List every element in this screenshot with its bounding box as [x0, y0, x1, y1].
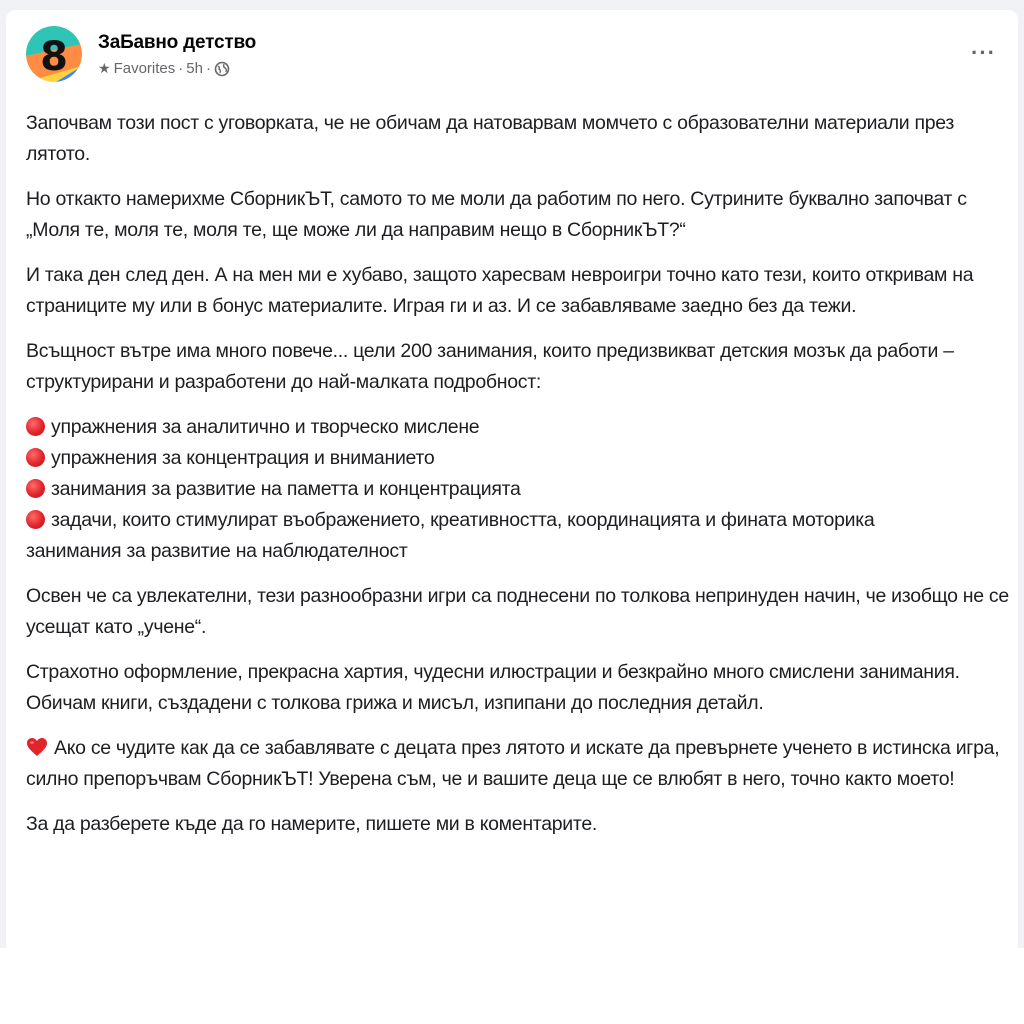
- list-item: [26, 474, 1011, 505]
- post-body: [26, 108, 1011, 854]
- heart-paragraph-text: Ако се чудите как да се забавлявате с децата през лятото и искате да превърнете ученето в истинска игра, силно препоръчвам СборникЪТ! Уверена съм, че и вашите деца ще се влюбят в него, точно както моето!: [26, 737, 1000, 790]
- post-card: [6, 10, 1018, 948]
- post-header: [26, 26, 996, 86]
- post-paragraph: Освен че са увлекателни, тези разнообразни игри са поднесени по толкова непринуден начин, че изобщо не се усещат като „учене“.: [26, 585, 1009, 638]
- list-item: [26, 412, 1011, 443]
- bullet-list: [26, 412, 1011, 567]
- red-heart-icon: [26, 736, 48, 756]
- page-name-link[interactable]: ЗаБавно детство: [98, 32, 257, 53]
- more-options-icon[interactable]: ···: [971, 40, 996, 65]
- list-item: занимания за развитие на наблюдателност: [26, 540, 408, 562]
- globe-icon[interactable]: [214, 61, 230, 77]
- post-paragraph: Но откакто намерихме СборникЪТ, самото то ме моли да работим по него. Сутрините буквално започват с „Моля те, моля те, моля те, ще може ли да направим нещо в СборникЪТ?“: [26, 188, 967, 241]
- red-circle-icon: [26, 417, 45, 436]
- bullet-text: упражнения за концентрация и вниманието: [51, 447, 435, 469]
- svg-text:8: 8: [40, 34, 68, 80]
- post-time-link[interactable]: 5h: [186, 60, 203, 77]
- post-paragraph: Страхотно оформление, прекрасна хартия, чудесни илюстрации и безкрайно много смислени занимания. Обичам книги, създадени с толкова грижа и мисъл, изпипани до последния детайл.: [26, 661, 960, 714]
- post-paragraph: Започвам този пост с уговорката, че не обичам да натоварвам момчето с образователни материали през лятото.: [26, 112, 955, 165]
- bullet-text: упражнения за аналитично и творческо мислене: [51, 416, 480, 438]
- meta-separator: ·: [178, 60, 184, 77]
- bullet-text: задачи, които стимулират въображението, креативността, координацията и фината моторика: [51, 509, 875, 531]
- bullet-text: занимания за развитие на паметта и концентрацията: [51, 478, 521, 500]
- list-item: [26, 443, 1011, 474]
- post-paragraph: Всъщност вътре има много повече... цели 200 занимания, които предизвикват детския мозък да работи – структурирани и разработени до най-малката подробност:: [26, 340, 954, 393]
- red-circle-icon: [26, 479, 45, 498]
- post-paragraph-heart: [26, 733, 1011, 795]
- page-logo-icon[interactable]: [26, 26, 82, 82]
- post-paragraph: За да разберете къде да го намерите, пишете ми в коментарите.: [26, 813, 597, 835]
- post-meta: [98, 60, 230, 77]
- meta-separator: ·: [205, 60, 211, 77]
- star-icon: ★: [98, 60, 111, 76]
- favorites-label[interactable]: Favorites: [113, 60, 176, 77]
- red-circle-icon: [26, 510, 45, 529]
- list-item: [26, 505, 1011, 536]
- red-circle-icon: [26, 448, 45, 467]
- post-paragraph: И така ден след ден. А на мен ми е хубаво, защото харесвам невроигри точно като тези, които откривам на страниците му или в бонус материалите. Играя ги и аз. И се забавляваме заедно без да тежи.: [26, 264, 974, 317]
